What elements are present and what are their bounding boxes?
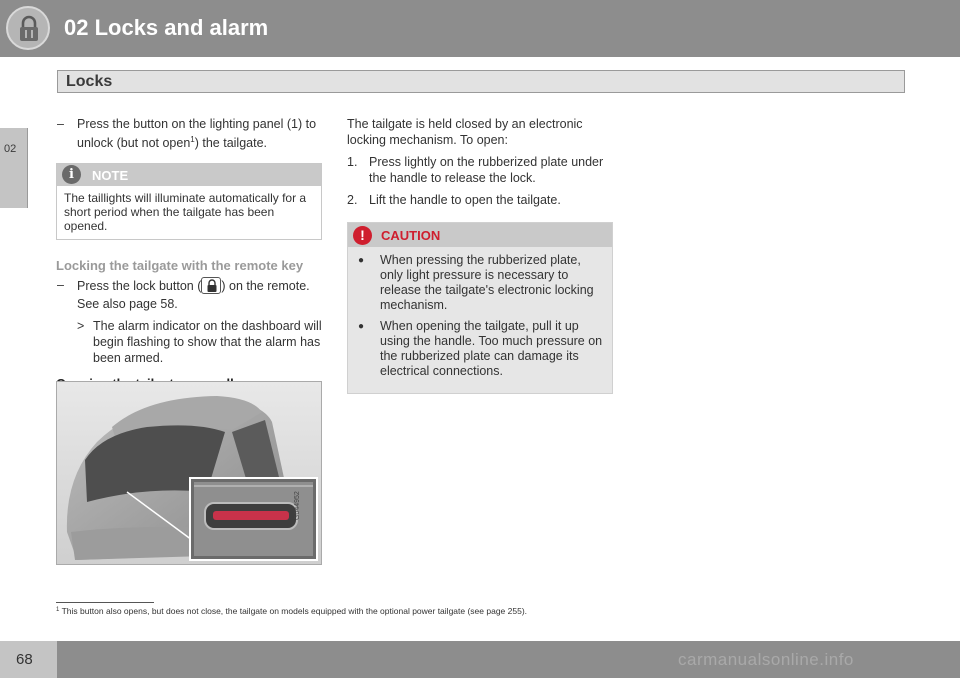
step-text-end: ) on the remote. bbox=[221, 279, 310, 293]
footnote-ref[interactable]: 1 bbox=[190, 135, 195, 144]
section-bar bbox=[57, 70, 905, 93]
caution-body bbox=[348, 247, 612, 393]
note-box bbox=[56, 163, 322, 240]
step-text: Lift the handle to open the tailgate. bbox=[369, 193, 561, 207]
header-badge bbox=[0, 0, 57, 57]
result-marker: > bbox=[77, 319, 85, 333]
footnote-rule bbox=[56, 602, 154, 603]
step-text-end: ) the tailgate. bbox=[194, 136, 267, 150]
step-text: Press the button on the lighting panel (1) to unlock (but not open bbox=[77, 117, 317, 150]
caution-text: When pressing the rubberized plate, only light pressure is necessary to release the tailgate's electronic locking mechanism. bbox=[380, 253, 594, 312]
dash-marker: – bbox=[57, 117, 64, 131]
left-column bbox=[56, 116, 322, 391]
bullet-dot-icon: ● bbox=[358, 255, 365, 266]
warning-icon: ! bbox=[353, 226, 372, 245]
padlock-icon bbox=[6, 6, 50, 50]
chapter-title: 02 Locks and alarm bbox=[64, 15, 269, 40]
note-header bbox=[57, 164, 321, 186]
info-icon: i bbox=[62, 165, 81, 184]
tailgate-illustration bbox=[56, 381, 322, 565]
result-text: The alarm indicator on the dashboard will begin flashing to show that the alarm has been armed. bbox=[93, 319, 322, 365]
note-label: NOTE bbox=[92, 168, 129, 183]
footnote bbox=[56, 606, 527, 616]
figure-code: G044952 bbox=[294, 491, 301, 520]
note-body: The taillights will illuminate automatically for a short period when the tailgate has been opened. bbox=[64, 191, 307, 233]
step-unlock-tailgate bbox=[56, 116, 322, 151]
section-title: Locks bbox=[66, 73, 113, 90]
side-tab-label: 02 bbox=[4, 143, 17, 155]
remote-key-heading: Locking the tailgate with the remote key bbox=[56, 258, 304, 273]
caution-label: CAUTION bbox=[381, 228, 441, 243]
footnote-number: 1 bbox=[56, 607, 60, 613]
step-number: 2. bbox=[347, 193, 358, 207]
see-also-text: See also page 58. bbox=[77, 297, 178, 311]
step-text: Press lightly on the rubberized plate under the handle to release the lock. bbox=[369, 155, 604, 185]
dash-marker: – bbox=[57, 278, 64, 292]
bullet-dot-icon: ● bbox=[358, 321, 365, 332]
step-text: Press the lock button ( bbox=[77, 279, 202, 293]
step-lock-remote bbox=[56, 277, 322, 294]
chapter-side-tab[interactable] bbox=[0, 128, 28, 208]
remote-lock-button-icon bbox=[201, 277, 221, 294]
numbered-step bbox=[347, 192, 613, 208]
caution-bullet bbox=[354, 253, 604, 313]
numbered-step bbox=[347, 154, 613, 186]
page-number: 68 bbox=[16, 651, 33, 668]
middle-column bbox=[347, 116, 613, 394]
caution-header bbox=[348, 223, 612, 247]
step-number: 1. bbox=[347, 155, 358, 169]
watermark: carmanualsonline.info bbox=[678, 650, 854, 669]
intro-text: The tailgate is held closed by an electronic locking mechanism. To open: bbox=[347, 117, 583, 147]
result-item bbox=[56, 318, 322, 366]
footnote-text: This button also opens, but does not close, the tailgate on models equipped with the optional power tailgate (see page 255). bbox=[61, 606, 528, 616]
caution-box bbox=[347, 222, 613, 394]
caution-text: When opening the tailgate, pull it up using the handle. Too much pressure on the rubberized plate can damage its electrical connections. bbox=[380, 319, 603, 378]
caution-bullet bbox=[354, 319, 604, 379]
